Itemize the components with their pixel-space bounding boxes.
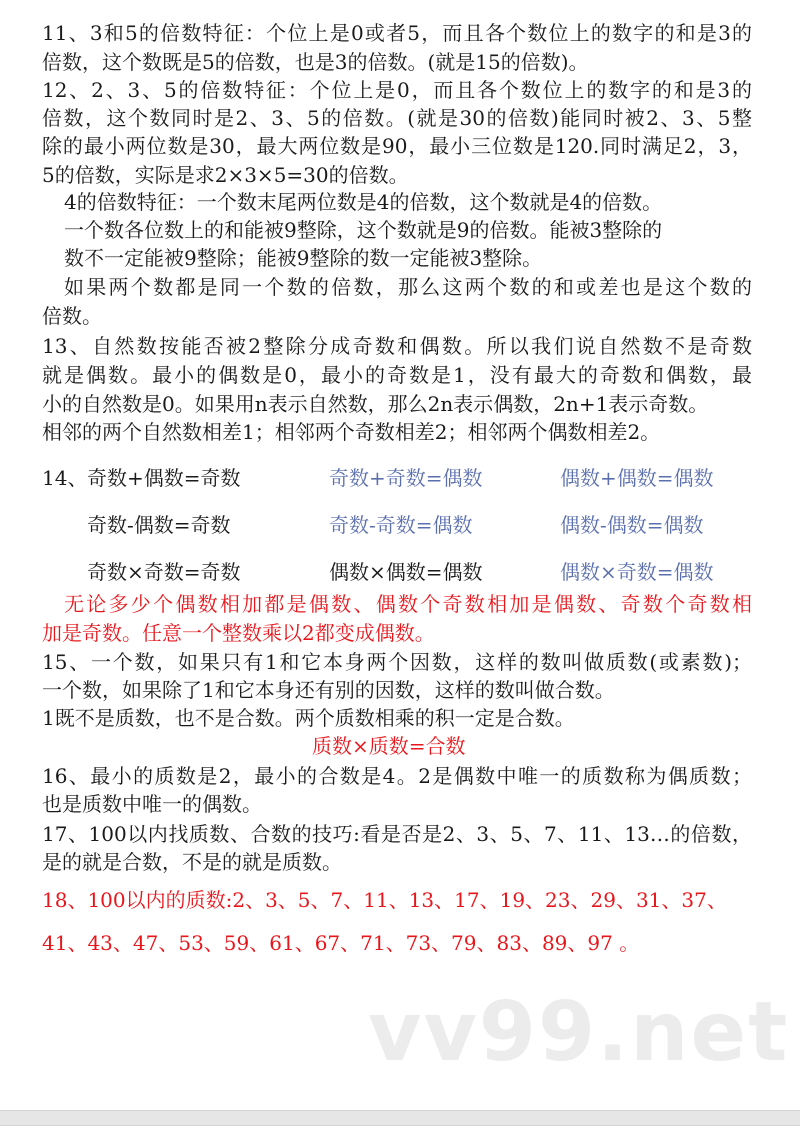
- p13-line: 就是偶数。最小的偶数是0，最小的奇数是1，没有最大的奇数和偶数，最: [42, 363, 752, 387]
- parity-rule: 奇数-奇数=偶数: [329, 513, 473, 537]
- parity-rule: 偶数+偶数=偶数: [560, 466, 714, 490]
- pm-line: 倍数。: [42, 304, 102, 328]
- p15-line: 15、一个数，如果只有1和它本身两个因数，这样的数叫做质数(或素数)；: [42, 650, 752, 674]
- parity-rule: 奇数+奇数=偶数: [329, 466, 483, 490]
- p12-line: 倍数，这个数同时是2、3、5的倍数。(就是30的倍数)能同时被2、3、5整: [42, 106, 752, 130]
- p17-line: 是的就是合数，不是的就是质数。: [42, 850, 342, 874]
- p13-line: 相邻的两个自然数相差1；相邻两个奇数相差2；相邻两个偶数相差2。: [42, 420, 661, 444]
- p11-line: 11、3和5的倍数特征：个位上是0或者5，而且各个数位上的数字的和是3的: [42, 21, 752, 45]
- p14-note-line: 无论多少个偶数相加都是偶数、偶数个奇数相加是偶数、奇数个奇数相: [64, 592, 752, 616]
- p9-line: 一个数各位数上的和能被9整除，这个数就是9的倍数。能被3整除的: [64, 218, 663, 242]
- p11-line: 倍数，这个数既是5的倍数，也是3的倍数。(就是15的倍数)。: [42, 50, 589, 74]
- p16-line: 也是质数中唯一的偶数。: [42, 792, 262, 816]
- p13-line: 小的自然数是0。如果用n表示自然数，那么2n表示偶数，2n+1表示奇数。: [42, 392, 709, 416]
- parity-rule: 奇数+偶数=奇数: [87, 466, 241, 490]
- p18-line: 18、100以内的质数:2、3、5、7、11、13、17、19、23、29、31、37、: [42, 888, 727, 912]
- p12-line: 除的最小两位数是30，最大两位数是90，最小三位数是120.同时满足2，3，: [42, 134, 752, 158]
- p14-prefix: 14、: [42, 466, 88, 490]
- parity-rule: 奇数-偶数=奇数: [87, 513, 231, 537]
- p15-line: 一个数，如果除了1和它本身还有别的因数，这样的数叫做合数。: [42, 678, 615, 702]
- p4-line: 4的倍数特征：一个数末尾两位数是4的倍数，这个数就是4的倍数。: [64, 190, 663, 214]
- p14-note-line: 加是奇数。任意一个整数乘以2都变成偶数。: [42, 621, 435, 645]
- p18-line: 41、43、47、53、59、61、67、71、73、79、83、89、97 。: [42, 931, 640, 955]
- parity-rule: 偶数×奇数=偶数: [560, 560, 714, 584]
- p13-line: 13、自然数按能否被2整除分成奇数和偶数。所以我们说自然数不是奇数: [42, 334, 752, 358]
- p12-line: 5的倍数，实际是求2×3×5=30的倍数。: [42, 163, 409, 187]
- pm-line: 如果两个数都是同一个数的倍数，那么这两个数的和或差也是这个数的: [64, 275, 752, 299]
- p15-line: 1既不是质数，也不是合数。两个质数相乘的积一定是合数。: [42, 706, 575, 730]
- p12-line: 12、2、3、5的倍数特征：个位上是0，而且各个数位上的数字的和是3的: [42, 78, 752, 102]
- parity-rule: 偶数×偶数=偶数: [329, 560, 483, 584]
- p17-line: 17、100以内找质数、合数的技巧:看是否是2、3、5、7、11、13…的倍数，: [42, 822, 752, 846]
- parity-rule: 偶数-偶数=偶数: [560, 513, 704, 537]
- p16-line: 16、最小的质数是2，最小的合数是4。2是偶数中唯一的质数称为偶质数；: [42, 764, 752, 788]
- parity-rule: 奇数×奇数=奇数: [87, 560, 241, 584]
- p15-formula: 质数×质数=合数: [312, 734, 466, 758]
- watermark: vv99.net: [368, 985, 790, 1080]
- bottom-divider: [0, 1110, 800, 1126]
- p9-line: 数不一定能被9整除；能被9整除的数一定能被3整除。: [64, 246, 543, 270]
